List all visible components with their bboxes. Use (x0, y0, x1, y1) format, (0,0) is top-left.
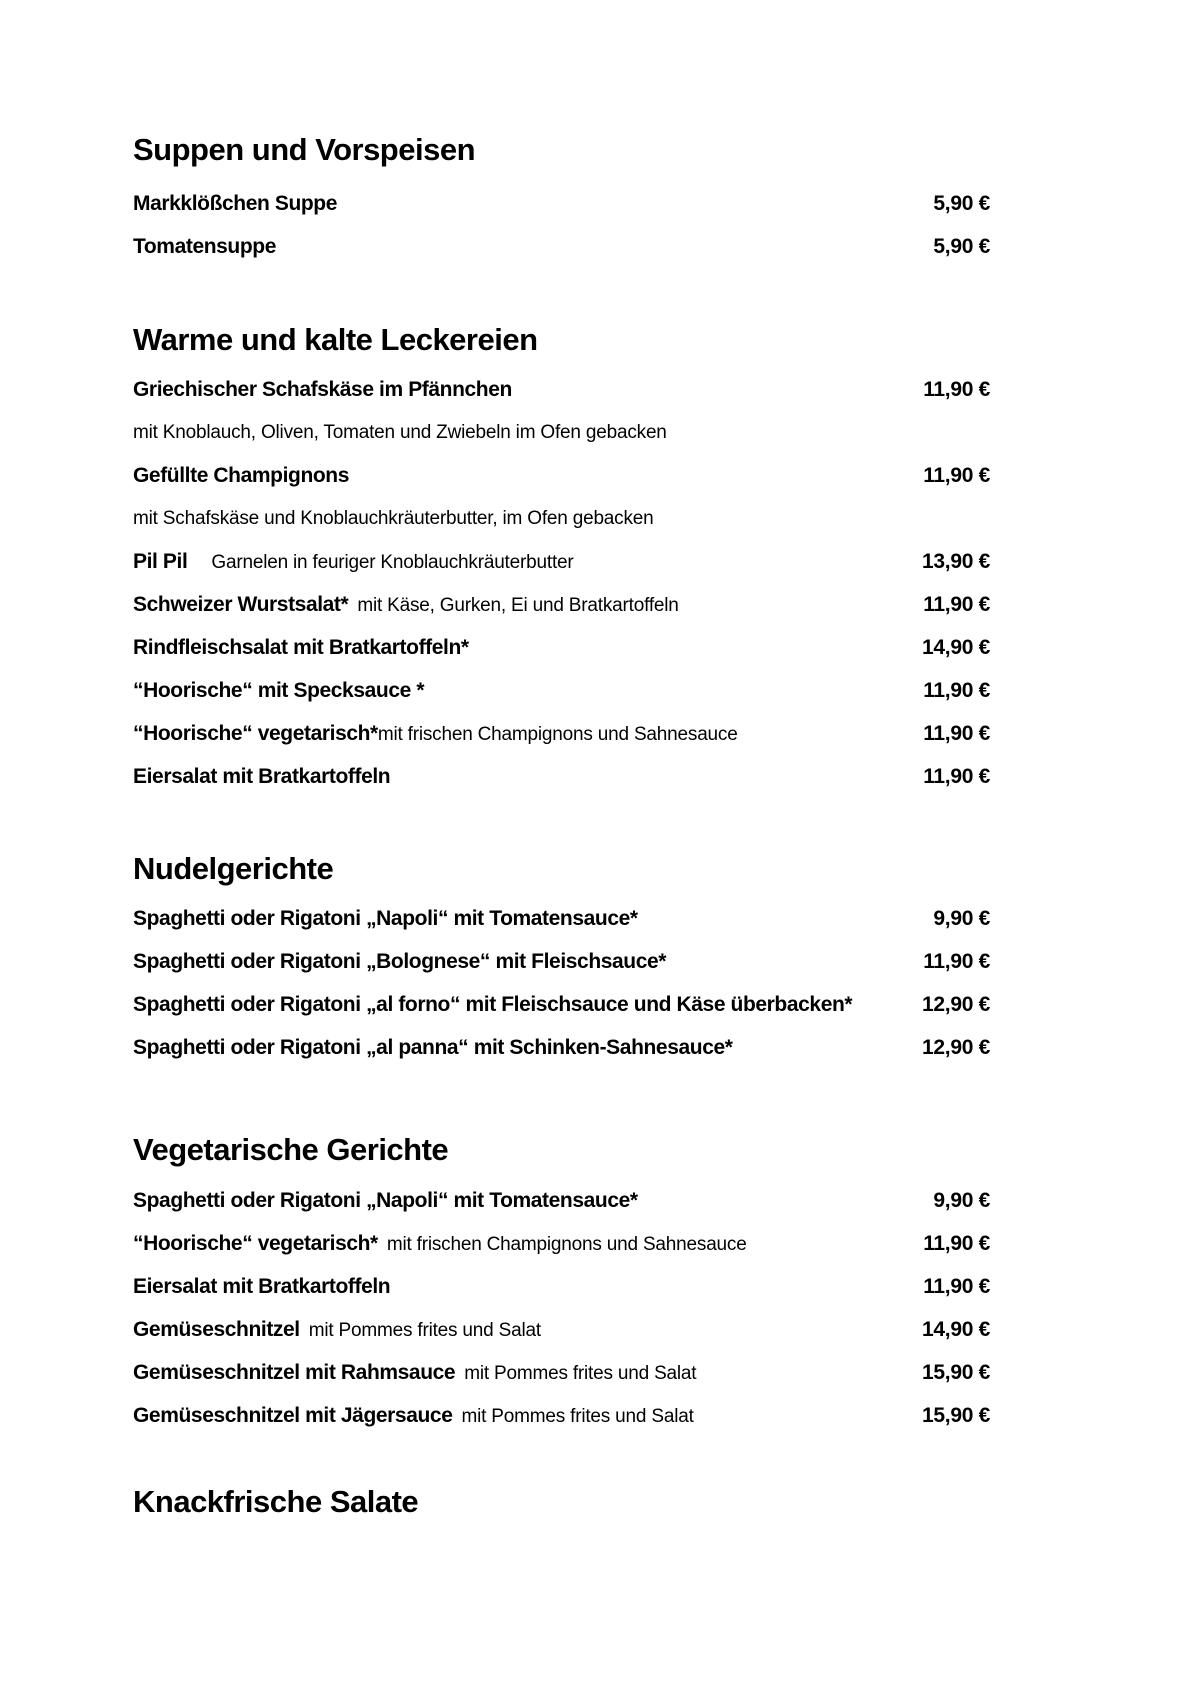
menu-item-row (133, 755, 990, 798)
section-heading: Nudelgerichte (133, 851, 334, 886)
menu-item-row (133, 540, 990, 583)
item-price: 11,90 € (923, 721, 990, 745)
item-price: 13,90 € (922, 549, 990, 573)
item-name: Eiersalat mit Bratkartoffeln (133, 764, 391, 788)
item-name: Schweizer Wurstsalat* (133, 592, 349, 616)
section-nudelgerichte (133, 849, 990, 1069)
item-price: 9,90 € (933, 1188, 990, 1212)
item-desc: mit Pommes frites und Salat (464, 1362, 697, 1384)
menu-item-row (133, 1308, 990, 1351)
menu-item-row (133, 368, 990, 411)
item-name: Rindfleischsalat mit Bratkartoffeln* (133, 635, 469, 659)
item-name: Gefüllte Champignons (133, 463, 350, 487)
item-price: 5,90 € (933, 234, 990, 258)
item-desc: mit frischen Champignons und Sahnesauce (386, 1233, 747, 1255)
item-price: 11,90 € (923, 463, 990, 487)
item-name: “Hoorische“ vegetarisch* (133, 721, 378, 745)
item-sub-description-row (133, 497, 990, 540)
section-items (133, 897, 990, 1069)
item-desc: Garnelen in feuriger Knoblauchkräuterbutter (211, 551, 574, 573)
section-knackfrische-salate (133, 1482, 990, 1522)
item-price: 15,90 € (922, 1403, 990, 1427)
section-heading: Suppen und Vorspeisen (133, 132, 476, 167)
item-price: 11,90 € (923, 1274, 990, 1298)
item-price: 11,90 € (923, 592, 990, 616)
item-name: Spaghetti oder Rigatoni „Napoli“ mit Tomatensauce* (133, 906, 638, 930)
item-price: 12,90 € (922, 1035, 990, 1059)
menu-item-row (133, 940, 990, 983)
menu-item-row (133, 712, 990, 755)
item-desc: mit Pommes frites und Salat (461, 1405, 694, 1427)
item-name: “Hoorische“ vegetarisch* (133, 1231, 378, 1255)
item-price: 14,90 € (922, 1317, 990, 1341)
item-name: Tomatensuppe (133, 234, 276, 258)
item-price: 15,90 € (922, 1360, 990, 1384)
section-heading: Warme und kalte Leckereien (133, 322, 538, 357)
item-sub-description-row (133, 411, 990, 454)
menu-item-row (133, 1351, 990, 1394)
item-name: Spaghetti oder Rigatoni „al panna“ mit Schinken-Sahnesauce* (133, 1035, 733, 1059)
item-price: 9,90 € (933, 906, 990, 930)
menu-item-row (133, 669, 990, 712)
item-name: Griechischer Schafskäse im Pfännchen (133, 377, 512, 401)
menu-item-row (133, 1222, 990, 1265)
item-price: 14,90 € (922, 635, 990, 659)
item-name: Eiersalat mit Bratkartoffeln (133, 1274, 391, 1298)
menu-item-row (133, 454, 990, 497)
menu-item-row (133, 983, 990, 1026)
menu-item-row (133, 1265, 990, 1308)
item-price: 11,90 € (923, 764, 990, 788)
item-sub-description: mit Knoblauch, Oliven, Tomaten und Zwiebeln im Ofen gebacken (133, 421, 667, 443)
item-desc: mit frischen Champignons und Sahnesauce (377, 723, 738, 745)
section-warme-und-kalte-leckereien (133, 320, 990, 798)
section-suppen-und-vorspeisen (133, 130, 990, 268)
section-vegetarische-gerichte (133, 1130, 990, 1437)
item-name: Spaghetti oder Rigatoni „Napoli“ mit Tomatensauce* (133, 1188, 638, 1212)
item-price: 11,90 € (923, 949, 990, 973)
menu-item-row (133, 583, 990, 626)
item-price: 11,90 € (923, 1231, 990, 1255)
item-price: 11,90 € (923, 678, 990, 702)
menu-item-row (133, 1179, 990, 1222)
item-name: Gemüseschnitzel mit Jägersauce (133, 1403, 453, 1427)
section-heading: Vegetarische Gerichte (133, 1132, 449, 1167)
section-heading: Knackfrische Salate (133, 1484, 419, 1519)
menu-item-row (133, 225, 990, 268)
item-desc: mit Käse, Gurken, Ei und Bratkartoffeln (357, 594, 679, 616)
item-desc: mit Pommes frites und Salat (308, 1319, 541, 1341)
item-name: Gemüseschnitzel (133, 1317, 300, 1341)
item-name: “Hoorische“ mit Specksauce * (133, 678, 425, 702)
menu-item-row (133, 1026, 990, 1069)
section-items (133, 368, 990, 798)
section-items (133, 182, 990, 268)
item-name: Gemüseschnitzel mit Rahmsauce (133, 1360, 456, 1384)
item-name: Spaghetti oder Rigatoni „Bolognese“ mit Fleischsauce* (133, 949, 667, 973)
item-price: 12,90 € (922, 992, 990, 1016)
item-name: Spaghetti oder Rigatoni „al forno“ mit Fleischsauce und Käse überbacken* (133, 992, 853, 1016)
item-price: 11,90 € (923, 377, 990, 401)
item-name: Markklößchen Suppe (133, 191, 338, 215)
item-name: Pil Pil (133, 549, 188, 573)
section-items (133, 1179, 990, 1437)
menu-item-row (133, 182, 990, 225)
item-sub-description: mit Schafskäse und Knoblauchkräuterbutter, im Ofen gebacken (133, 507, 654, 529)
menu-item-row (133, 1394, 990, 1437)
menu-item-row (133, 897, 990, 940)
item-price: 5,90 € (933, 191, 990, 215)
menu-item-row (133, 626, 990, 669)
